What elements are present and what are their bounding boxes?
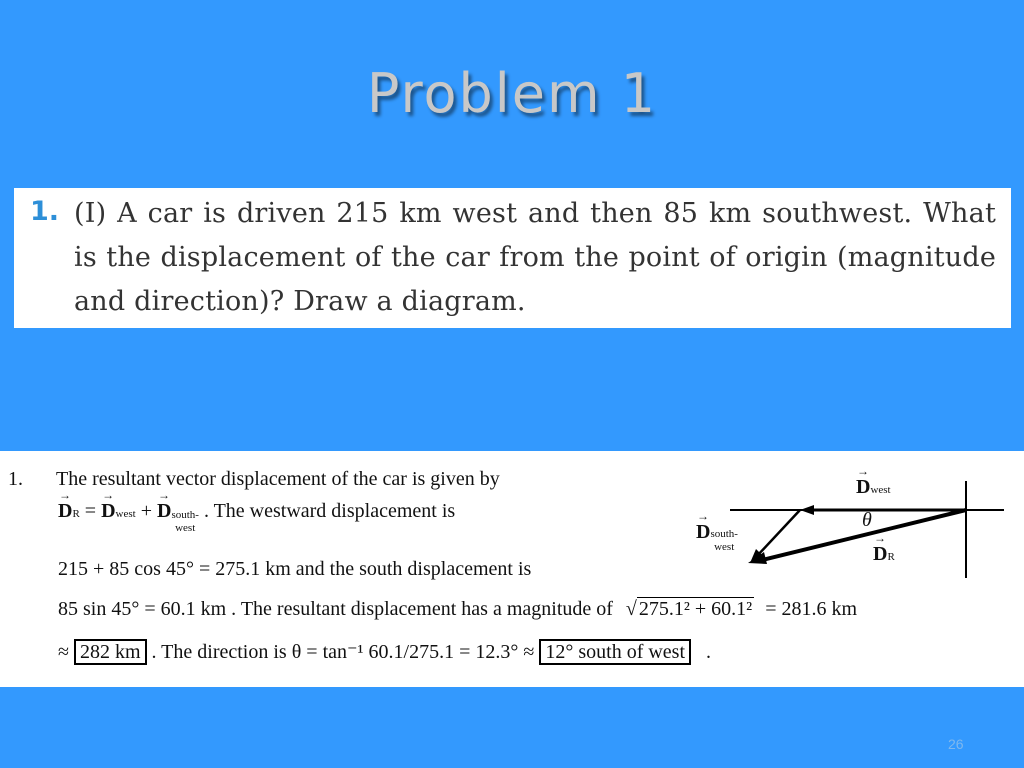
label-south-subscript: south- <box>710 528 738 540</box>
solution-line-1: The resultant vector displacement of the car is given by <box>56 468 500 490</box>
slide-title: Problem 1 <box>366 62 658 125</box>
subscript-south: south- <box>171 509 199 521</box>
approx-sign: ≈ <box>58 641 69 663</box>
vector-d-southwest: → D <box>157 500 171 523</box>
sqrt-expression: 275.1² + 60.1² <box>638 598 753 620</box>
equals-sign: = <box>84 500 97 522</box>
magnitude-answer-box: 282 km <box>74 639 147 665</box>
solution-item-number: 1. <box>8 468 23 490</box>
label-d-resultant <box>873 543 895 566</box>
solution-box <box>0 451 1024 687</box>
label-west-subscript-2: west <box>714 541 735 553</box>
direction-text: . The direction is θ = tan⁻¹ 60.1/275.1 = 12.3° ≈ <box>151 641 535 663</box>
label-d-southwest <box>696 521 738 554</box>
vector-d-resultant: → D <box>58 500 72 523</box>
solution-line-3: 215 + 85 cos 45° = 275.1 km and the south displacement is <box>58 558 532 580</box>
problem-statement-box <box>14 188 1011 328</box>
direction-answer-box: 12° south of west <box>539 639 691 665</box>
label-r-subscript: R <box>887 551 895 563</box>
slide-number: 26 <box>948 736 964 752</box>
label-d-west <box>856 476 891 499</box>
solution-line-4-text: 85 sin 45° = 60.1 km . The resultant displacement has a magnitude of <box>58 598 613 620</box>
label-d-southwest-symbol: → D <box>696 521 710 544</box>
southwest-vector-arrow <box>757 510 800 556</box>
problem-text: (I) A car is driven 215 km west and then 85 km southwest. What is the displacement of the car from the point of origin (magnitude and direction)? Draw a diagram. <box>74 198 996 317</box>
subscript-r: R <box>72 508 80 520</box>
sqrt-sign: √ <box>625 598 637 620</box>
label-d-west-symbol: → D <box>856 476 870 499</box>
label-theta: θ <box>862 509 872 531</box>
label-d-resultant-symbol: → D <box>873 543 887 566</box>
subscript-west: west <box>115 508 136 520</box>
magnitude-result: = 281.6 km <box>765 598 858 620</box>
west-arrowhead <box>800 505 814 515</box>
label-west-subscript: west <box>870 484 891 496</box>
solution-line-2-text: . The westward displacement is <box>203 500 456 522</box>
final-period: . <box>706 641 712 663</box>
vector-d-west: → D <box>101 500 115 523</box>
problem-number: 1. <box>30 196 60 227</box>
plus-sign: + <box>140 500 152 522</box>
subscript-west-2: west <box>175 522 196 534</box>
